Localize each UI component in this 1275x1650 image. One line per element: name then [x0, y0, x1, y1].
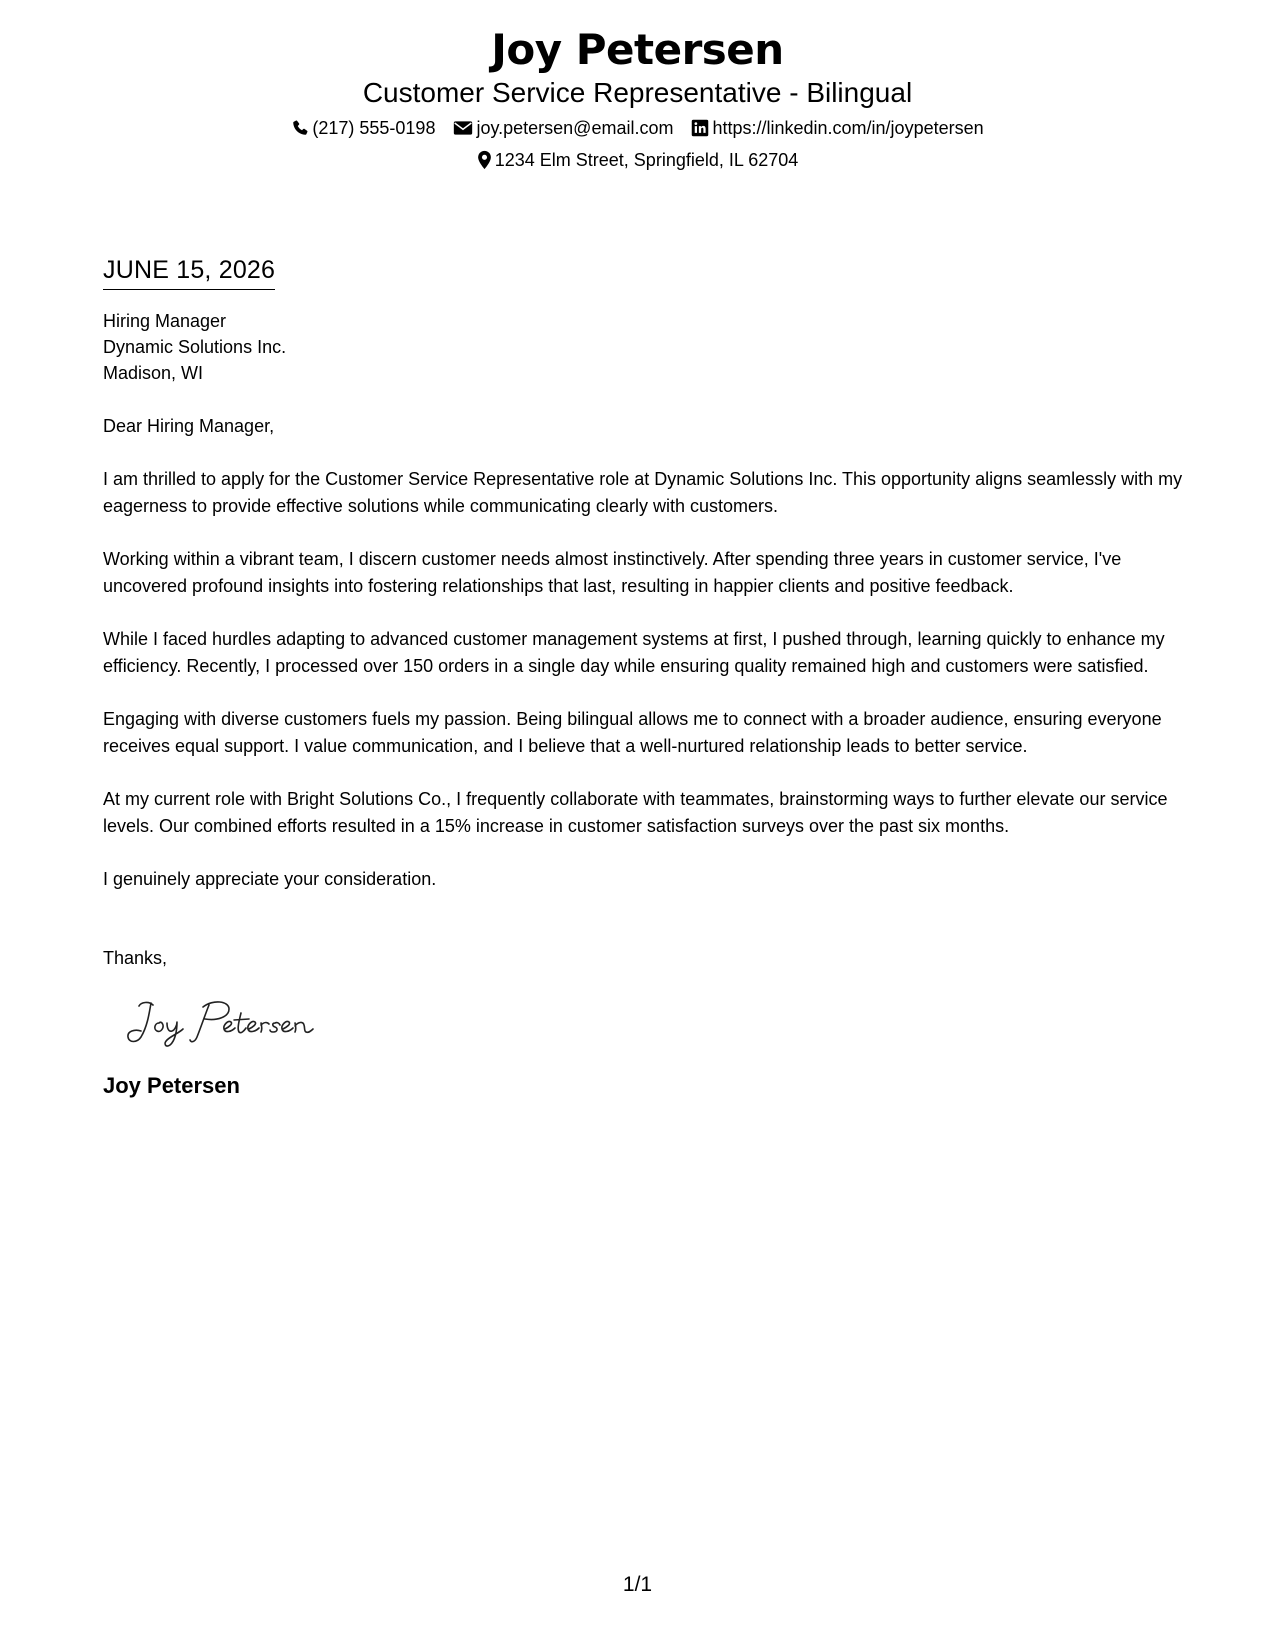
salutation: Dear Hiring Manager, — [103, 416, 275, 436]
contact-row — [0, 116, 1275, 140]
paragraph-4: Engaging with diverse customers fuels my passion. Being bilingual allows me to connect with a broader audience, ensuring everyone receives equal support. I value communication, and I believe that a well-nurtured relationship leads to better service. — [103, 709, 1162, 756]
recipient-location: Madison, WI — [103, 363, 204, 383]
contact-email — [453, 116, 673, 140]
letter-date: JUNE 15, 2026 — [103, 254, 275, 290]
recipient-title: Hiring Manager — [103, 311, 227, 331]
handwritten-signature — [125, 993, 355, 1049]
email-text: joy.petersen@email.com — [476, 118, 674, 138]
letter-body — [103, 254, 1183, 1100]
contact-linkedin — [691, 116, 983, 140]
letter-header — [0, 24, 1275, 172]
applicant-job-title: Customer Service Representative - Bilingual — [362, 77, 913, 108]
signer-name: Joy Petersen — [103, 1072, 240, 1098]
page-number: 1/1 — [622, 1573, 653, 1596]
address-row — [0, 148, 1275, 172]
phone-icon — [291, 119, 309, 137]
contact-phone — [291, 116, 435, 140]
phone-text: (217) 555-0198 — [312, 118, 436, 138]
paragraph-2: Working within a vibrant team, I discern customer needs almost instinctively. After spending three years in customer service, I've uncovered profound insights into fostering relationships that last, resulting in happier clients and positive feedback. — [103, 549, 1122, 596]
recipient-company: Dynamic Solutions Inc. — [103, 337, 287, 357]
address-text: 1234 Elm Street, Springfield, IL 62704 — [494, 150, 799, 170]
recipient-block — [103, 308, 1183, 386]
paragraph-1: I am thrilled to apply for the Customer Service Representative role at Dynamic Solutions Inc. This opportunity aligns seamlessly with my eagerness to provide effective solutions while communicating clearly with customers. — [103, 469, 1183, 516]
closing: Thanks, — [103, 947, 168, 968]
paragraph-3: While I faced hurdles adapting to advanced customer management systems at first, I pushed through, learning quickly to enhance my efficiency. Recently, I processed over 150 orders in a single day while ensuring quality remained high and customers were satisfied. — [103, 629, 1165, 676]
paragraph-5: At my current role with Bright Solutions Co., I frequently collaborate with teammates, brainstorming ways to further elevate our service levels. Our combined efforts resulted in a 15% increase in customer satisfaction surveys over the past six months. — [103, 789, 1168, 836]
envelope-icon — [453, 120, 473, 136]
linkedin-icon — [691, 119, 709, 137]
linkedin-text: https://linkedin.com/in/joypetersen — [712, 118, 984, 138]
applicant-name: Joy Petersen — [491, 25, 784, 74]
map-marker-icon — [477, 150, 492, 170]
contact-address — [477, 148, 799, 172]
paragraph-6: I genuinely appreciate your consideration. — [103, 869, 437, 889]
